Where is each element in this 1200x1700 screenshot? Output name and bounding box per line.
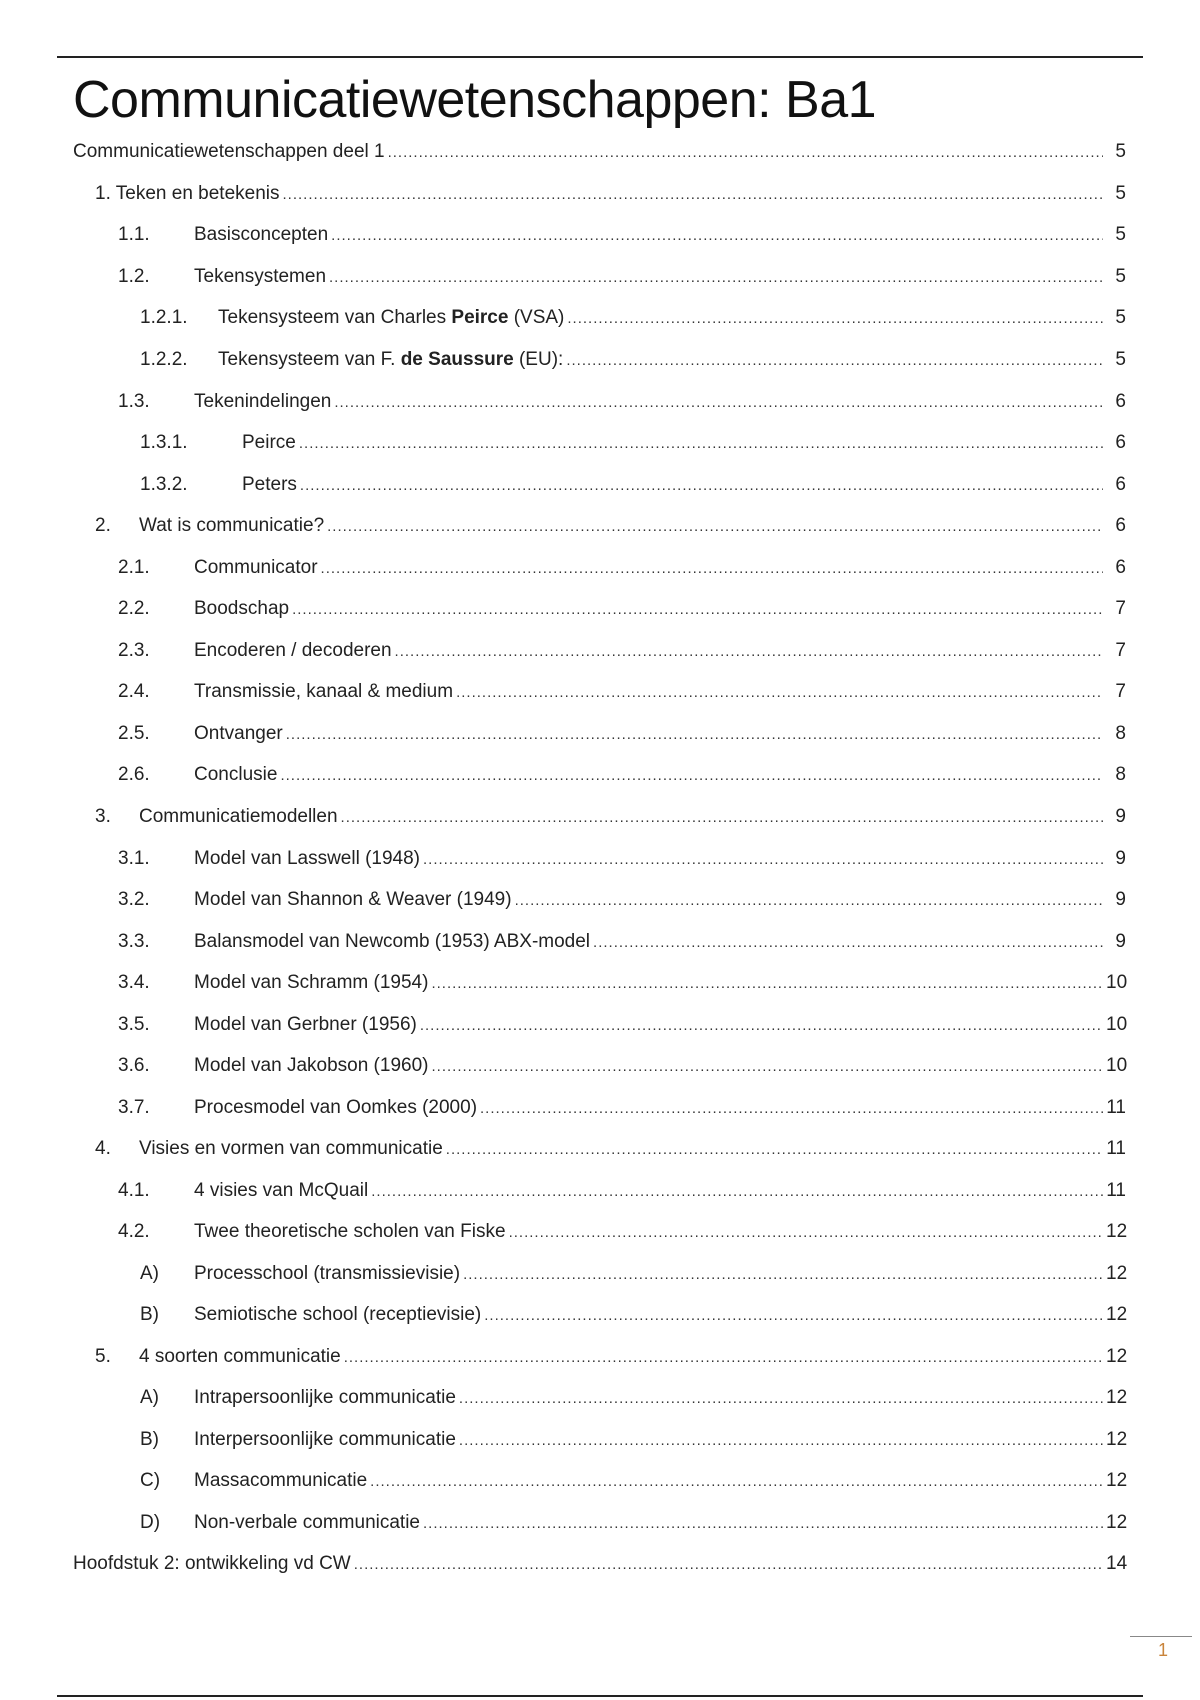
toc-entry-number: A) (140, 1387, 159, 1408)
toc-entry-label: Model van Shannon & Weaver (1949) (194, 889, 512, 910)
toc-entry-number: 2.4. (118, 681, 150, 702)
toc-leader-dots (280, 762, 1103, 790)
toc-entry-number: A) (140, 1263, 159, 1284)
toc-entry[interactable] (0, 138, 1200, 166)
toc-entry-label: Non-verbale communicatie (194, 1512, 420, 1533)
toc-entry-number: 1.3.2. (140, 474, 188, 495)
toc-entry-number: 2.2. (118, 598, 150, 619)
toc-leader-dots (567, 305, 1103, 333)
toc-leader-dots (509, 1219, 1103, 1247)
toc-entry-label: Model van Jakobson (1960) (194, 1055, 429, 1076)
toc-entry-page: 9 (1115, 889, 1126, 910)
toc-entry-number: C) (140, 1470, 161, 1491)
toc-entry-number: 3.1. (118, 848, 150, 869)
toc-entry-page: 9 (1115, 848, 1126, 869)
toc-entry[interactable] (0, 1052, 1200, 1080)
toc-entry-number: 3.6. (118, 1055, 150, 1076)
toc-entry-number: 3.7. (118, 1097, 150, 1118)
toc-entry-label: Encoderen / decoderen (194, 640, 392, 661)
toc-entry-label: Hoofdstuk 2: ontwikkeling vd CW (73, 1553, 351, 1574)
toc-entry-number: B) (140, 1304, 159, 1325)
toc-leader-dots (292, 596, 1103, 624)
toc-entry[interactable] (0, 471, 1200, 499)
toc-leader-dots (515, 887, 1103, 915)
toc-entry-label: Processchool (transmissievisie) (194, 1263, 461, 1284)
toc-leader-dots (371, 1178, 1103, 1206)
toc-entry[interactable] (0, 1011, 1200, 1039)
toc-entry[interactable] (0, 637, 1200, 665)
toc-entry-label: Transmissie, kanaal & medium (194, 681, 454, 702)
toc-entry-label: Peirce (242, 432, 296, 453)
toc-leader-dots (459, 1385, 1103, 1413)
toc-entry[interactable] (0, 388, 1200, 416)
toc-entry-page: 5 (1115, 307, 1126, 328)
toc-entry[interactable] (0, 761, 1200, 789)
toc-leader-dots (327, 513, 1103, 541)
toc-entry-label: Massacommunicatie (194, 1470, 368, 1491)
toc-leader-dots (344, 1344, 1103, 1372)
toc-entry-number: 2.5. (118, 723, 150, 744)
toc-leader-dots (334, 389, 1103, 417)
toc-entry-page: 9 (1115, 806, 1126, 827)
toc-leader-dots (370, 1468, 1103, 1496)
toc-leader-dots (463, 1261, 1103, 1289)
toc-entry[interactable] (0, 554, 1200, 582)
page-number-rule (1130, 1636, 1192, 1637)
toc-entry-page: 8 (1115, 764, 1126, 785)
document-title: Communicatiewetenschappen: Ba1 (73, 71, 877, 129)
toc-leader-dots (423, 1510, 1103, 1538)
toc-entry[interactable] (0, 845, 1200, 873)
toc-entry-number: 1.3.1. (140, 432, 188, 453)
toc-entry-page: 6 (1115, 515, 1126, 536)
toc-entry-page: 6 (1115, 557, 1126, 578)
toc-entry-label: Model van Gerbner (1956) (194, 1014, 417, 1035)
toc-entry-page: 12 (1106, 1304, 1128, 1325)
toc-entry-label: Tekensysteem van Charles Peirce (VSA) (218, 307, 565, 328)
toc-leader-dots (456, 679, 1103, 707)
toc-entry-page: 12 (1106, 1512, 1128, 1533)
toc-entry-page: 10 (1106, 972, 1128, 993)
toc-entry-number: 3.2. (118, 889, 150, 910)
toc-leader-dots (459, 1427, 1103, 1455)
toc-entry-label: Model van Lasswell (1948) (194, 848, 421, 869)
toc-entry-page: 7 (1115, 640, 1126, 661)
toc-entry-label: Twee theoretische scholen van Fiske (194, 1221, 506, 1242)
toc-leader-dots (446, 1136, 1103, 1164)
toc-entry-page: 12 (1106, 1346, 1128, 1367)
toc-leader-dots (321, 555, 1103, 583)
toc-entry-label: Communicatiewetenschappen deel 1 (73, 141, 385, 162)
toc-entry[interactable] (0, 1260, 1200, 1288)
toc-leader-dots (484, 1302, 1103, 1330)
toc-entry-label: Peters (242, 474, 297, 495)
toc-entry[interactable] (0, 1094, 1200, 1122)
toc-entry-number: 1.2. (118, 266, 150, 287)
toc-leader-dots (299, 430, 1103, 458)
toc-entry[interactable] (0, 221, 1200, 249)
toc-entry[interactable] (0, 886, 1200, 914)
toc-entry-label: 4 visies van McQuail (194, 1180, 369, 1201)
toc-entry-page: 5 (1115, 224, 1126, 245)
toc-leader-dots (354, 1551, 1103, 1579)
toc-entry-label: Tekensystemen (194, 266, 327, 287)
toc-leader-dots (341, 804, 1103, 832)
toc-entry-number: 1.1. (118, 224, 150, 245)
toc-leader-dots (300, 472, 1103, 500)
toc-entry-page: 8 (1115, 723, 1126, 744)
toc-leader-dots (566, 347, 1103, 375)
toc-entry-label: Conclusie (194, 764, 278, 785)
toc-leader-dots (593, 929, 1103, 957)
toc-entry[interactable] (0, 304, 1200, 332)
toc-entry-page: 6 (1115, 432, 1126, 453)
toc-entry[interactable] (0, 1550, 1200, 1578)
toc-leader-dots (423, 846, 1103, 874)
toc-entry-number: 1.3. (118, 391, 150, 412)
toc-leader-dots (480, 1095, 1103, 1123)
toc-entry[interactable] (0, 1426, 1200, 1454)
toc-entry[interactable] (0, 720, 1200, 748)
toc-leader-dots (431, 1053, 1103, 1081)
toc-entry-page: 6 (1115, 474, 1126, 495)
toc-entry-number: 4.2. (118, 1221, 150, 1242)
toc-entry[interactable] (0, 803, 1200, 831)
toc-entry-label: Intrapersoonlijke communicatie (194, 1387, 456, 1408)
toc-entry[interactable] (0, 1343, 1200, 1371)
toc-entry-page: 7 (1115, 598, 1126, 619)
toc-entry-page: 12 (1106, 1387, 1128, 1408)
toc-entry-page: 12 (1106, 1470, 1128, 1491)
toc-entry-page: 11 (1106, 1180, 1126, 1201)
toc-entry-label: Basisconcepten (194, 224, 329, 245)
toc-entry-label: 1. Teken en betekenis (95, 183, 280, 204)
toc-entry-page: 14 (1106, 1553, 1128, 1574)
toc-entry-page: 5 (1115, 183, 1126, 204)
toc-entry-label: Boodschap (194, 598, 290, 619)
toc-entry-number: 4. (95, 1138, 111, 1159)
toc-entry-number: 5. (95, 1346, 111, 1367)
toc-entry[interactable] (0, 1384, 1200, 1412)
toc-entry-label: Communicator (194, 557, 318, 578)
toc-entry-number: 1.2.2. (140, 349, 188, 370)
toc-entry-number: D) (140, 1512, 161, 1533)
toc-leader-dots (331, 222, 1103, 250)
toc-entry-page: 12 (1106, 1263, 1128, 1284)
toc-entry-number: 4.1. (118, 1180, 150, 1201)
toc-entry-number: 1.2.1. (140, 307, 188, 328)
toc-leader-dots (329, 264, 1103, 292)
toc-entry-page: 12 (1106, 1221, 1128, 1242)
toc-entry-page: 11 (1106, 1138, 1126, 1159)
toc-entry[interactable] (0, 180, 1200, 208)
toc-entry-page: 5 (1115, 141, 1126, 162)
toc-entry[interactable] (0, 1218, 1200, 1246)
toc-entry[interactable] (0, 346, 1200, 374)
toc-entry-label: Tekenindelingen (194, 391, 332, 412)
toc-entry-label: Semiotische school (receptievisie) (194, 1304, 482, 1325)
footer-rule (57, 1695, 1143, 1697)
toc-entry[interactable] (0, 928, 1200, 956)
toc-entry-page: 10 (1106, 1055, 1128, 1076)
toc-entry[interactable] (0, 1467, 1200, 1495)
toc-entry-label: Communicatiemodellen (139, 806, 338, 827)
toc-leader-dots (283, 181, 1103, 209)
toc-entry[interactable] (0, 1301, 1200, 1329)
toc-entry-label: Interpersoonlijke communicatie (194, 1429, 456, 1450)
toc-entry[interactable] (0, 1135, 1200, 1163)
toc-entry-label: 4 soorten communicatie (139, 1346, 341, 1367)
toc-entry-label: Balansmodel van Newcomb (1953) ABX-model (194, 931, 591, 952)
toc-leader-dots (286, 721, 1103, 749)
toc-leader-dots (420, 1012, 1103, 1040)
toc-entry-page: 5 (1115, 349, 1126, 370)
toc-entry-number: 3.4. (118, 972, 150, 993)
toc-entry-label: Procesmodel van Oomkes (2000) (194, 1097, 478, 1118)
toc-entry-page: 6 (1115, 391, 1126, 412)
toc-leader-dots (395, 638, 1103, 666)
toc-entry-page: 11 (1106, 1097, 1126, 1118)
toc-entry[interactable] (0, 969, 1200, 997)
toc-entry-page: 9 (1115, 931, 1126, 952)
toc-entry-number: 2. (95, 515, 111, 536)
toc-entry-page: 5 (1115, 266, 1126, 287)
toc-entry[interactable] (0, 512, 1200, 540)
toc-entry-label: Wat is communicatie? (139, 515, 325, 536)
toc-entry-label: Model van Schramm (1954) (194, 972, 429, 993)
page-number: 1 (1158, 1640, 1169, 1660)
toc-entry-label: Tekensysteem van F. de Saussure (EU): (218, 349, 564, 370)
toc-entry-number: 2.1. (118, 557, 150, 578)
toc-entry-number: B) (140, 1429, 159, 1450)
toc-entry-label: Ontvanger (194, 723, 283, 744)
toc-entry-page: 12 (1106, 1429, 1128, 1450)
toc-entry-label: Visies en vormen van communicatie (139, 1138, 443, 1159)
toc-entry[interactable] (0, 1509, 1200, 1537)
toc-entry[interactable] (0, 595, 1200, 623)
toc-entry[interactable] (0, 678, 1200, 706)
toc-entry[interactable] (0, 263, 1200, 291)
toc-entry[interactable] (0, 1177, 1200, 1205)
toc-entry-number: 2.3. (118, 640, 150, 661)
toc-entry[interactable] (0, 429, 1200, 457)
toc-entry-number: 3.3. (118, 931, 150, 952)
toc-entry-page: 10 (1106, 1014, 1128, 1035)
toc-entry-number: 2.6. (118, 764, 150, 785)
toc-leader-dots (388, 139, 1103, 167)
toc-entry-number: 3.5. (118, 1014, 150, 1035)
toc-entry-number: 3. (95, 806, 111, 827)
toc-entry-page: 7 (1115, 681, 1126, 702)
toc-leader-dots (431, 970, 1103, 998)
